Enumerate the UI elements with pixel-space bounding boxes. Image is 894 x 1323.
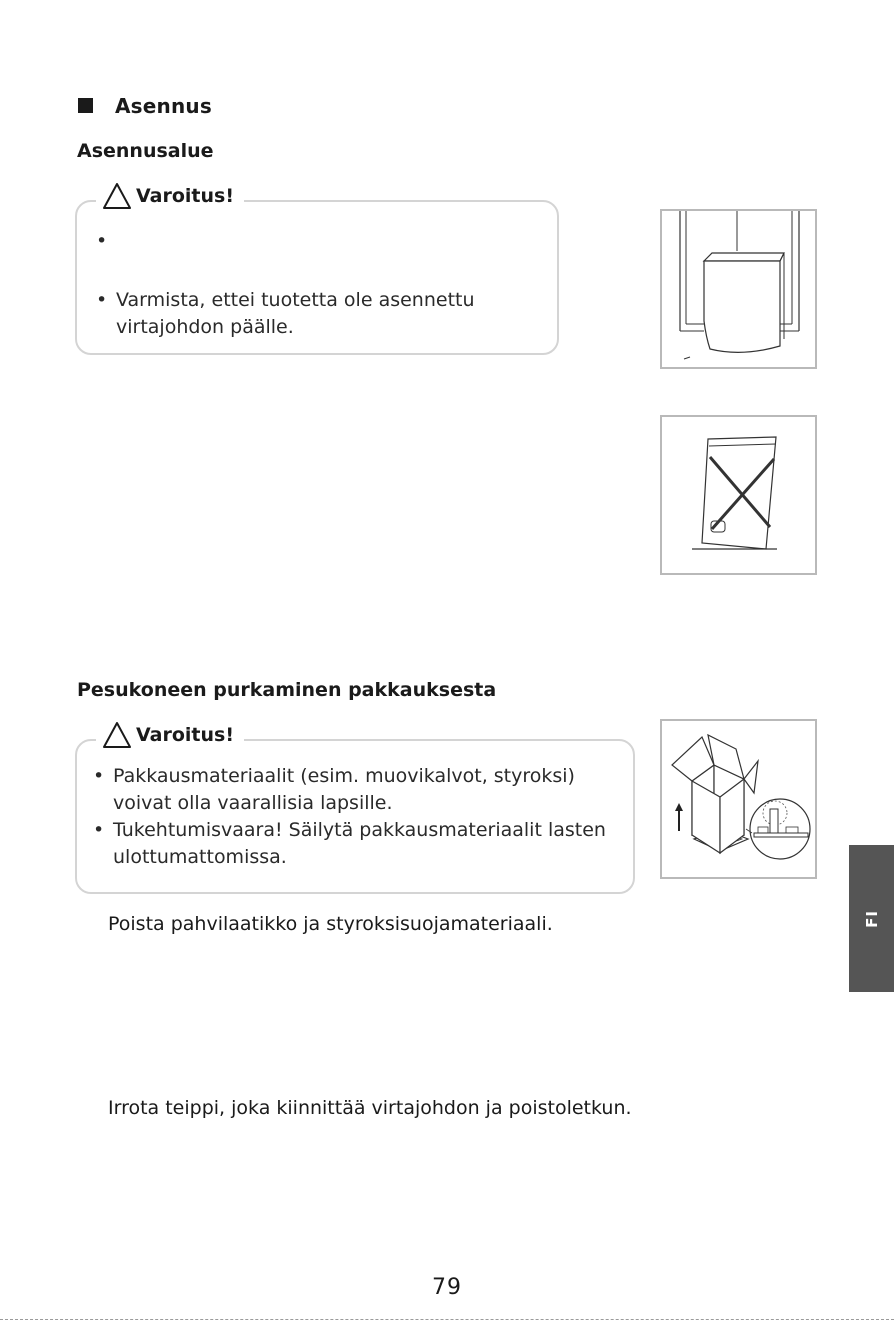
page-edge-divider xyxy=(0,1319,894,1320)
warning-title-text: Varoitus! xyxy=(136,185,235,207)
warning-title-text: Varoitus! xyxy=(136,724,235,746)
section-marker xyxy=(78,98,93,113)
bullet-icon: • xyxy=(96,230,108,252)
box-removal-figure xyxy=(660,719,817,879)
tilted-appliance-crossed-out-illustration xyxy=(662,417,814,572)
bullet-icon: • xyxy=(93,765,105,787)
warning-item: • Varmista, ettei tuotetta ole asennettu virtajohdon päälle. xyxy=(96,289,475,338)
warning-item xyxy=(96,228,541,287)
warning-item: • Pakkausmateriaalit (esim. muovikalvot, styroksi) voivat olla vaarallisia lapsille. xyxy=(93,765,575,814)
unpacking-step-1: Poista pahvilaatikko ja styroksisuojamateriaali. xyxy=(108,913,553,935)
language-side-tab xyxy=(849,845,894,992)
warning-triangle-icon xyxy=(102,721,132,749)
unpacking-warning-list xyxy=(93,763,613,871)
warning-triangle-icon xyxy=(102,182,132,210)
installation-warning-list xyxy=(96,228,541,341)
page-number: 79 xyxy=(432,1275,462,1300)
box-removal-illustration xyxy=(662,721,814,876)
installation-warning-title xyxy=(96,182,244,210)
incorrect-placement-figure xyxy=(660,415,817,575)
bullet-icon: • xyxy=(96,289,108,311)
warning-item: • Tukehtumisvaara! Säilytä pakkausmateriaalit lasten ulottumattomissa. xyxy=(93,819,606,868)
bullet-icon: • xyxy=(93,819,105,841)
unpacking-heading: Pesukoneen purkaminen pakkauksesta xyxy=(77,679,497,701)
appliance-placement-figure xyxy=(660,209,817,369)
installation-area-heading: Asennusalue xyxy=(77,140,214,162)
unpacking-step-2: Irrota teippi, joka kiinnittää virtajohdon ja poistoletkun. xyxy=(108,1097,632,1119)
appliance-in-nook-illustration xyxy=(662,211,814,366)
unpacking-warning-title xyxy=(96,721,244,749)
section-title: Asennus xyxy=(115,94,212,118)
language-tab-label: FI xyxy=(862,909,881,928)
